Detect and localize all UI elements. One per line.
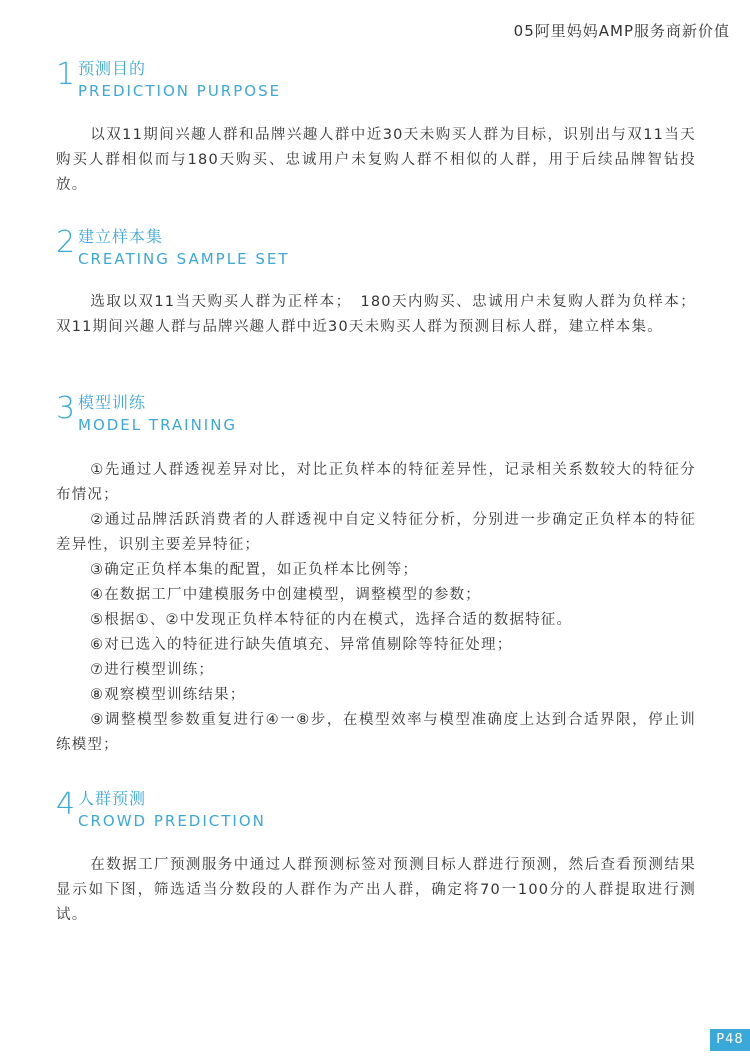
list-item: [56, 558, 696, 583]
section-title-cn: 模型训练: [78, 393, 147, 412]
list-item: [56, 633, 696, 658]
section-number: 3: [56, 391, 76, 426]
section-title-cn: 建立样本集: [78, 227, 164, 246]
section-number: 4: [56, 787, 76, 822]
section-body: [56, 290, 696, 340]
step-text: ④在数据工厂中建模服务中创建模型，调整模型的参数；: [90, 587, 481, 603]
section-title-cn: 人群预测: [78, 789, 147, 808]
list-item: [56, 683, 696, 708]
section-body-text: 在数据工厂预测服务中通过人群预测标签对预测目标人群进行预测，然后查看预测结果显示如下图，筛选适当分数段的人群作为产出人群，确定将70一100分的人群提取进行测试。: [56, 857, 696, 923]
section-body-text: 选取以双11当天购买人群为正样本； 180天内购买、忠诚用户未复购人群为负样本；双11期间兴趣人群与品牌兴趣人群中近30天未购买人群为预测目标人群，建立样本集。: [56, 294, 696, 335]
section-title-en: MODEL TRAINING: [78, 416, 238, 434]
page-header-title: 05阿里妈妈AMP服务商新价值: [513, 22, 730, 40]
step-text: ⑦进行模型训练；: [90, 662, 215, 678]
list-item: [56, 508, 696, 558]
list-item: [56, 458, 696, 508]
page-number-badge: P48: [710, 1029, 750, 1051]
training-steps-list: [56, 458, 696, 758]
section-body: [56, 123, 696, 198]
step-text: ①先通过人群透视差异对比，对比正负样本的特征差异性，记录相关系数较大的特征分布情况；: [56, 462, 696, 503]
section-title-cn: 预测目的: [78, 59, 147, 78]
section-number: 2: [56, 225, 76, 260]
section-body: [56, 853, 696, 928]
step-text: ⑨调整模型参数重复进行④一⑧步，在模型效率与模型准确度上达到合适界限，停止训练模型；: [56, 712, 696, 753]
step-text: ⑤根据①、②中发现正负样本特征的内在模式，选择合适的数据特征。: [90, 612, 573, 628]
list-item: [56, 608, 696, 633]
section-title-en: PREDICTION PURPOSE: [78, 82, 282, 100]
section-body-text: 以双11期间兴趣人群和品牌兴趣人群中近30天未购买人群为目标，识别出与双11当天购买人群相似而与180天购买、忠诚用户未复购人群不相似的人群，用于后续品牌智钻投放。: [56, 127, 696, 193]
step-text: ③确定正负样本集的配置，如正负样本比例等；: [90, 562, 419, 578]
list-item: [56, 708, 696, 758]
list-item: [56, 583, 696, 608]
section-title-en: CREATING SAMPLE SET: [78, 250, 290, 268]
step-text: ⑥对已选入的特征进行缺失值填充、异常值剔除等特征处理；: [90, 637, 513, 653]
step-text: ②通过品牌活跃消费者的人群透视中自定义特征分析，分别进一步确定正负样本的特征差异性，识别主要差异特征；: [56, 512, 696, 553]
section-title-en: CROWD PREDICTION: [78, 812, 266, 830]
step-text: ⑧观察模型训练结果；: [90, 687, 246, 703]
list-item: [56, 658, 696, 683]
section-number: 1: [56, 57, 76, 92]
